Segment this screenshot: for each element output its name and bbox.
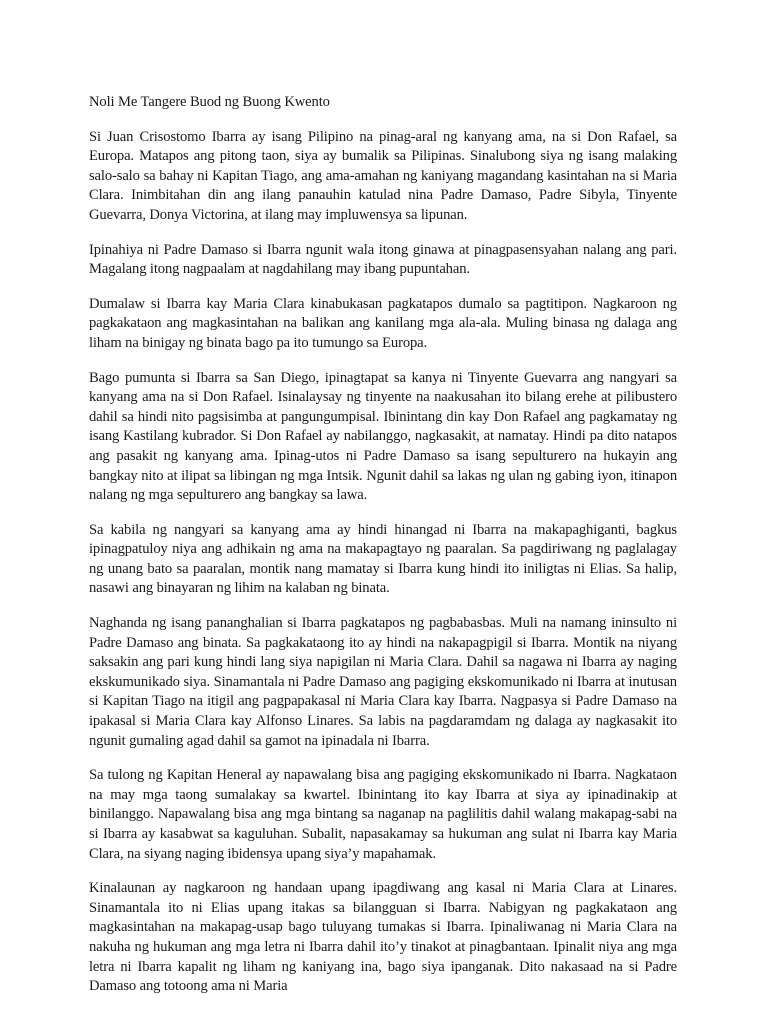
document-body	[89, 93, 677, 1012]
paragraph-2: Ipinahiya ni Padre Damaso si Ibarra ngunit wala itong ginawa at pinagpasensyahan nalang ang pari. Magalang itong nagpaalam at nagdahilang may ibang pupuntahan.	[89, 241, 677, 278]
paragraph-5: Sa kabila ng nangyari sa kanyang ama ay hindi hinangad ni Ibarra na makapaghiganti, bagkus ipinagpatuloy niya ang adhikain ng ama na makapagtayo ng paaralan. Sa pagdiriwang ng paglalagay ng unang bato sa paaralan, montik nang mamatay si Ibarra kung hindi ito iniligtas ni Elias. Sa halip, nasawi ang binayaran ng lihim na kalaban ng binata.	[89, 521, 677, 597]
paragraph-8: Kinalaunan ay nagkaroon ng handaan upang ipagdiwang ang kasal ni Maria Clara at Linares. Sinamantala ito ni Elias upang itakas sa bilangguan si Ibarra. Nabigyan ng pagkakataon ang magkasintahan na makapag-usap bago tuluyang tumakas si Ibarra. Ipinaliwanag ni Maria Clara na nakuha ng hukuman ang mga letra ni Ibarra dahil ito’y tinakot at pinagbantaan. Ipinalit niya ang mga letra ni Ibarra kapalit ng liham ng kaniyang ina, bago siya ipanganak. Dito nakasaad na si Padre Damaso ang totoong ama ni Maria	[89, 880, 677, 995]
paragraph-3: Dumalaw si Ibarra kay Maria Clara kinabukasan pagkatapos dumalo sa pagtitipon. Nagkaroon ng pagkakataon ang magkasintahan na balikan ang kanilang mga ala-ala. Muling binasa ng dalaga ang liham na binigay ng binata bago pa ito tumungo sa Europa.	[89, 295, 677, 351]
paragraph-6: Naghanda ng isang pananghalian si Ibarra pagkatapos ng pagbabasbas. Muli na namang ininsulto ni Padre Damaso ang binata. Sa pagkakataong ito ay hindi na nakapagpigil si Ibarra. Montik na niyang saksakin ang pari kung hindi lang siya napigilan ni Maria Clara. Dahil sa nagawa ni Ibarra ay naging ekskumunikado siya. Sinamantala ni Padre Damaso ang pagiging ekskomunikado ni Ibarra at inutusan si Kapitan Tiago na itigil ang pagpapakasal ni Maria Clara kay Ibarra. Nagpasya si Padre Damaso na ipakasal si Maria Clara kay Alfonso Linares. Sa labis na pagdaramdam ng dalaga ay nagkasakit ito ngunit gumaling agad dahil sa gamot na ipinadala ni Ibarra.	[89, 615, 677, 749]
paragraph-4: Bago pumunta si Ibarra sa San Diego, ipinagtapat sa kanya ni Tinyente Guevarra ang nangyari sa kanyang ama na si Don Rafael. Isinalaysay ng tinyente na naakusahan ito bilang erehe at pilibustero dahil sa hindi nito pagsisimba at pangungumpisal. Ibinintang din kay Don Rafael ang pagkamatay ng isang Kastilang kubrador. Si Don Rafael ay nabilanggo, nagkasakit, at namatay. Hindi pa dito natapos ang pasakit ng kanyang ama. Ipinag-utos ni Padre Damaso sa isang sepulturero na hukayin ang bangkay nito at ilipat sa libingan ng mga Intsik. Ngunit dahil sa lakas ng ulan ng gabing iyon, itinapon nalang ng mga sepulturero ang bangkay sa lawa.	[89, 369, 677, 504]
document-title: Noli Me Tangere Buod ng Buong Kwento	[89, 94, 330, 110]
paragraph-1: Si Juan Crisostomo Ibarra ay isang Pilipino na pinag-aral ng kanyang ama, na si Don Rafael, sa Europa. Matapos ang pitong taon, siya ay bumalik sa Pilipinas. Sinalubong siya ng isang malaking salo-salo sa bahay ni Kapitan Tiago, ang ama-amahan ng kaniyang magandang kasintahan na si Maria Clara. Inimbitahan din ang ilang panauhin katulad nina Padre Damaso, Padre Sibyla, Tinyente Guevarra, Donya Victorina, at ilang may impluwensya sa lipunan.	[89, 128, 677, 223]
paragraph-7: Sa tulong ng Kapitan Heneral ay napawalang bisa ang pagiging ekskomunikado ni Ibarra. Nagkataon na may mga taong sumalakay sa kwartel. Ibinintang ito kay Ibarra at siya ay ipinadinakip at binilanggo. Napawalang bisa ang mga bintang sa naganap na paglilitis dahil walang makapag-sabi na si Ibarra ay kasabwat sa kaguluhan. Subalit, napasakamay sa hukuman ang sulat ni Ibarra kay Maria Clara, na siyang naging ibidensya upang siya’y mapahamak.	[89, 767, 677, 862]
